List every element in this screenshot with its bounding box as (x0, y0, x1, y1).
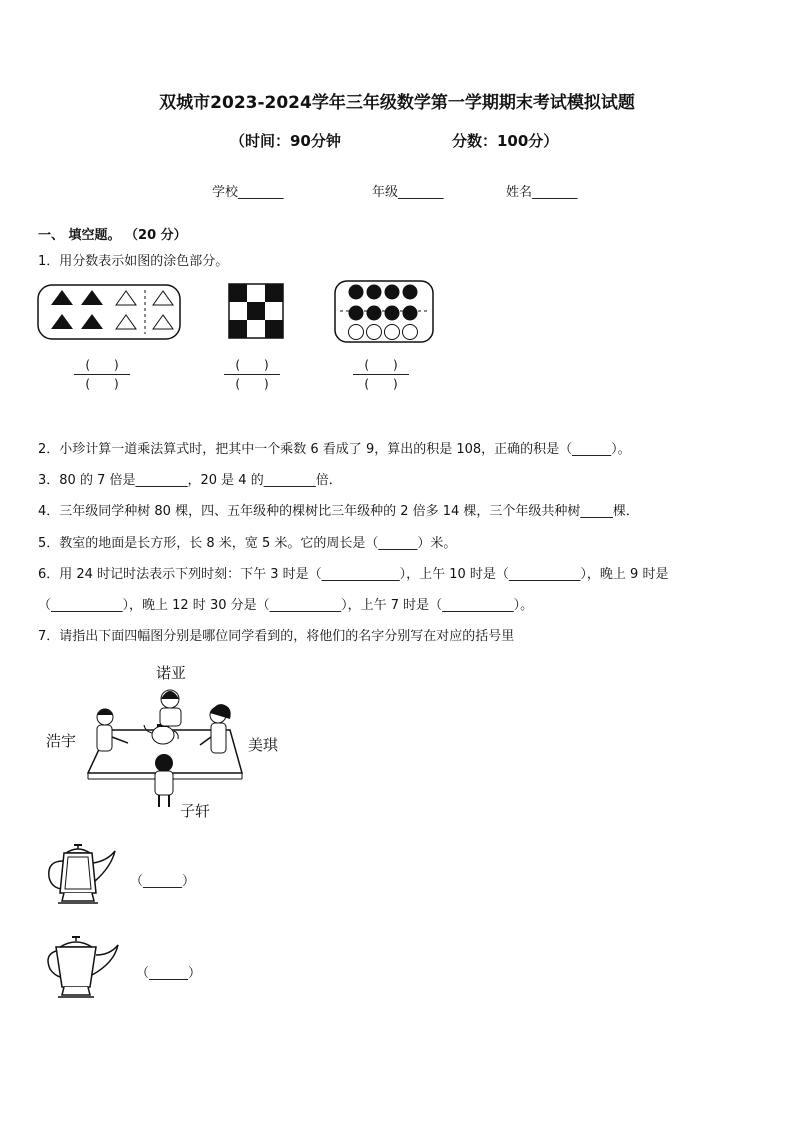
shaded-triangle (51, 290, 73, 305)
denominator: ( ) (235, 377, 269, 391)
exam-score: 分数：100分） (452, 132, 559, 150)
numerator: ( ) (364, 358, 398, 372)
page-title: 双城市2023-2024学年三年级数学第一学期期末考试模拟试题 (159, 93, 635, 113)
shaded-triangle (81, 290, 103, 305)
fraction-blank[interactable] (74, 357, 130, 392)
grade-field: 年级_______ (372, 185, 444, 200)
teapot-view-1 (46, 843, 120, 909)
question-4: 4．三年级同学种树 80 棵，四、五年级种的棵树比三年级种的 2 倍多 14 棵，三个年级共种树_____棵． (38, 504, 639, 519)
shaded-triangle (51, 314, 73, 329)
name-label-right: 美琪 (248, 736, 279, 754)
fraction-blank[interactable] (224, 357, 280, 392)
numerator: ( ) (85, 358, 119, 372)
fraction-blank[interactable] (353, 357, 409, 392)
answer-blank-1[interactable]: （______） (130, 874, 196, 889)
denominator: ( ) (85, 377, 119, 391)
name-label-top: 诺亚 (156, 664, 187, 682)
answer-blank-2[interactable]: （______） (136, 966, 202, 981)
numerator: ( ) (235, 358, 269, 372)
teapot-view-2 (46, 935, 122, 1003)
name-label-bottom: 子轩 (180, 802, 211, 820)
question-6-continued: （___________），晚上 12 时 30 分是（___________），上午 7 时是（___________）。 (38, 598, 534, 613)
triangle-figure (37, 284, 181, 340)
question-1: 1．用分数表示如图的涂色部分。 (38, 254, 229, 269)
question-5: 5．教室的地面是长方形，长 8 米，宽 5 米。它的周长是（______）米。 (38, 536, 457, 551)
name-field: 姓名_______ (506, 185, 578, 200)
shaded-triangle (81, 314, 103, 329)
empty-triangle (116, 315, 136, 329)
empty-triangle (116, 291, 136, 305)
question-3: 3．80 的 7 倍是________，20 是 4 的________倍． (38, 473, 342, 488)
empty-triangle (153, 315, 173, 329)
school-field: 学校_______ (212, 185, 284, 200)
exam-time: （时间：90分钟 (230, 132, 341, 150)
circle-figure (334, 280, 434, 344)
checkerboard-figure (229, 284, 285, 340)
question-6: 6．用 24 时记时法表示下列时刻：下午 3 时是（____________），上午 10 时是（___________），晚上 9 时是 (38, 567, 669, 582)
question-7: 7．请指出下面四幅图分别是哪位同学看到的，将他们的名字分别写在对应的括号里 (38, 629, 515, 644)
section-heading: 一、 填空题。 （20 分） (38, 228, 187, 243)
table-scene-illustration (80, 685, 250, 815)
empty-triangle (153, 291, 173, 305)
question-2: 2．小珍计算一道乘法算式时，把其中一个乘数 6 看成了 9，算出的积是 108，正确的积是（______）。 (38, 442, 631, 457)
denominator: ( ) (364, 377, 398, 391)
name-label-left: 浩宇 (46, 732, 77, 750)
